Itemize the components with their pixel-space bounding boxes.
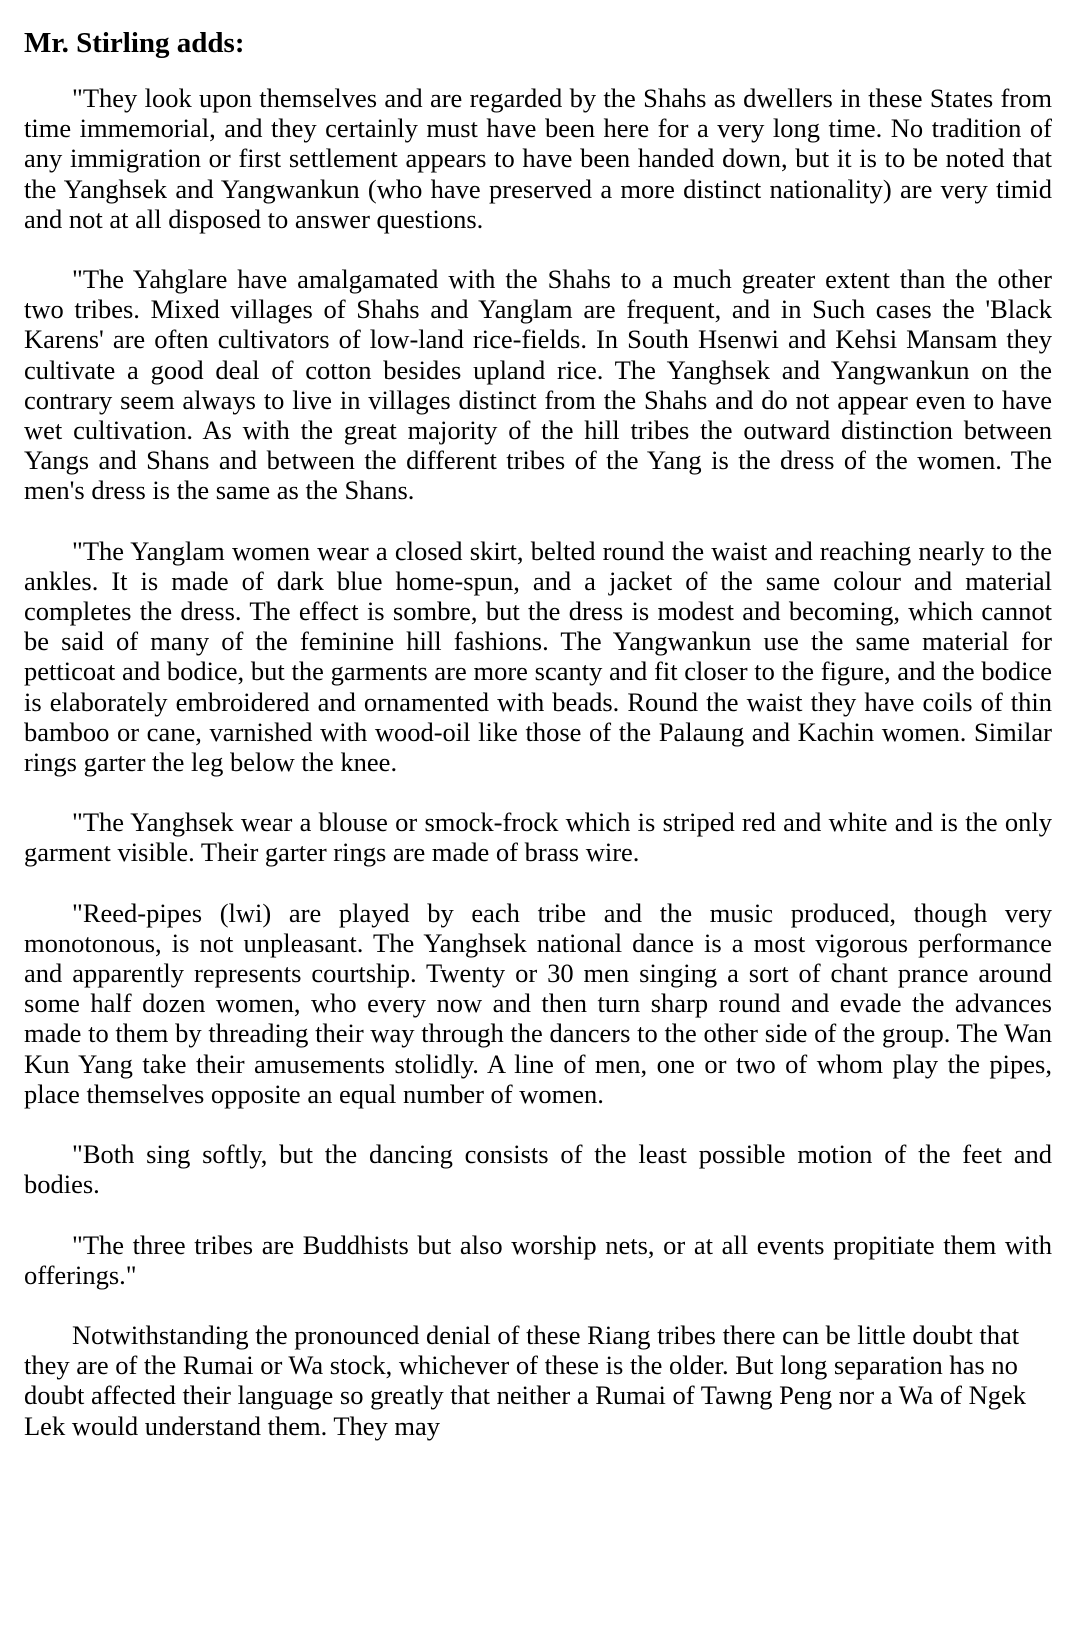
paragraph-8: Notwithstanding the pronounced denial of these Riang tribes there can be little doubt that they are of the Rumai or Wa stock, whichever of these is the older. But long separation has no doubt affected their language so greatly that neither a Rumai of Tawng Peng nor a Wa of Ngek Lek would understand them. They may — [24, 1319, 1026, 1441]
paragraph-3: "The Yanglam women wear a closed skirt, belted round the waist and reaching nearly to the ankles. It is made of dark blue home-spun, and a jacket of the same colour and material completes the dress. The effect is sombre, but the dress is modest and becoming, which cannot be said of many of the feminine hill fashions. The Yangwankun use the same material for petticoat and bodice, but the garments are more scanty and fit closer to the figure, and the bodice is elaborately embroidered and ornamented with beads. Round the waist they have coils of thin bamboo or cane, varnished with wood-oil like those of the Palaung and Kachin women. Similar rings garter the leg below the knee. — [24, 535, 1052, 778]
paragraph-6: "Both sing softly, but the dancing consists of the least possible motion of the feet and bodies. — [24, 1139, 1052, 1200]
paragraph-2: "The Yahglare have amalgamated with the Shahs to a much greater extent than the other two tribes. Mixed villages of Shahs and Yanglam are frequent, and in Such cases the 'Black Karens' are often cultivators of low-land rice-fields. In South Hsenwi and Kehsi Mansam they cultivate a good deal of cotton besides upland rice. The Yanghsek and Yangwankun on the contrary seem always to live in villages distinct from the Shahs and do not appear even to have wet cultivation. As with the great majority of the hill tribes the outward distinction between Yangs and Shans and between the different tribes of the Yang is the dress of the women. The men's dress is the same as the Shans. — [24, 264, 1052, 506]
paragraph-5: "Reed-pipes (lwi) are played by each tribe and the music produced, though very monotonous, is not unpleasant. The Yanghsek national dance is a most vigorous performance and apparently represents courtship. Twenty or 30 men singing a sort of chant prance around some half dozen women, who every now and then turn sharp round and evade the advances made to them by threading their way through the dancers to the other side of the group. The Wan Kun Yang take their amusements stolidly. A line of men, one or two of whom play the pipes, place themselves opposite an equal number of women. — [24, 897, 1052, 1109]
document-page — [24, 24, 1052, 1441]
paragraph-7: "The three tribes are Buddhists but also worship nets, or at all events propitiate them with offerings." — [24, 1229, 1052, 1290]
paragraph-4: "The Yanghsek wear a blouse or smock-frock which is striped red and white and is the only garment visible. Their garter rings are made of brass wire. — [24, 807, 1052, 868]
section-heading: Mr. Stirling adds: — [24, 27, 245, 59]
paragraph-1: "They look upon themselves and are regarded by the Shahs as dwellers in these States from time immemorial, and they certainly must have been here for a very long time. No tradition of any immigration or first settlement appears to have been handed down, but it is to be noted that the Yanghsek and Yangwankun (who have preserved a more distinct nationality) are very timid and not at all disposed to answer questions. — [24, 83, 1052, 234]
